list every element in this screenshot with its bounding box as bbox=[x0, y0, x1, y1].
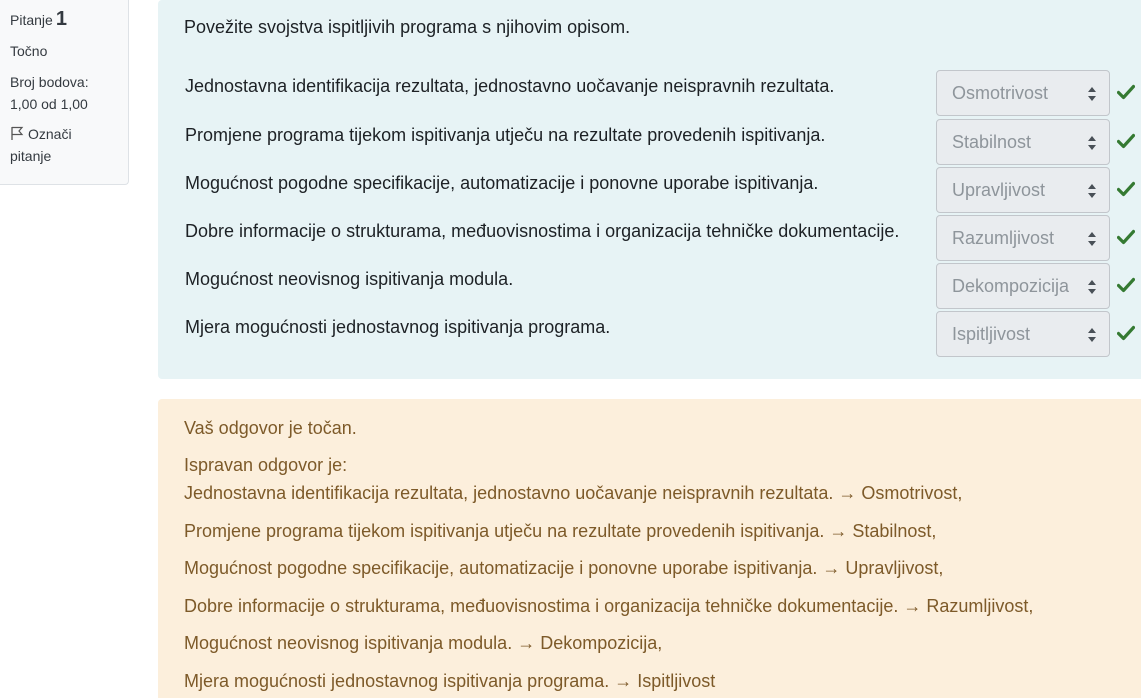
question-formulation bbox=[158, 0, 1141, 379]
selected-answer: Stabilnost bbox=[952, 132, 1032, 152]
question-outcome bbox=[158, 399, 1141, 698]
match-stem: Mjera mogućnosti jednostavnog ispitivanja programa. bbox=[185, 317, 611, 337]
question-text: Povežite svojstva ispitljivih programa s njihovim opisom. bbox=[184, 17, 631, 37]
question-grade bbox=[10, 71, 118, 115]
check-icon bbox=[1117, 325, 1135, 341]
right-answer-line: Jednostavna identifikacija rezultata, jednostavno uočavanje neispravnih rezultata. → Osmotrivost, bbox=[184, 483, 963, 503]
selected-answer: Osmotrivost bbox=[952, 83, 1049, 103]
answer-select[interactable] bbox=[936, 167, 1110, 213]
right-answer-line: Mjera mogućnosti jednostavnog ispitivanja programa. → Ispitljivost bbox=[184, 671, 716, 691]
select-arrows-icon bbox=[1087, 230, 1097, 248]
match-row bbox=[158, 167, 1141, 213]
grade-label: Broj bodova: bbox=[10, 74, 89, 90]
right-answer-line: Mogućnost pogodne specifikacije, automatizacije i ponovne uporabe ispitivanja. → Upravljivost, bbox=[184, 558, 944, 578]
check-icon bbox=[1117, 229, 1135, 245]
match-row bbox=[158, 215, 1141, 261]
flag-icon bbox=[10, 126, 24, 141]
selected-answer: Razumljivost bbox=[952, 228, 1055, 248]
match-stem: Mogućnost neovisnog ispitivanja modula. bbox=[185, 269, 514, 289]
flag-question-link[interactable] bbox=[10, 123, 118, 167]
selected-answer: Ispitljivost bbox=[952, 324, 1031, 344]
question-info-panel bbox=[0, 0, 129, 185]
select-arrows-icon bbox=[1087, 278, 1097, 296]
select-arrows-icon bbox=[1087, 85, 1097, 103]
select-arrows-icon bbox=[1087, 134, 1097, 152]
match-stem: Mogućnost pogodne specifikacije, automatizacije i ponovne uporabe ispitivanja. bbox=[185, 173, 819, 193]
answer-select[interactable] bbox=[936, 215, 1110, 261]
question-state: Točno bbox=[10, 43, 48, 59]
match-stem: Promjene programa tijekom ispitivanja utječu na rezultate provedenih ispitivanja. bbox=[185, 125, 826, 145]
flag-label-1[interactable]: Označi bbox=[28, 126, 72, 142]
selected-answer: Dekompozicija bbox=[952, 276, 1070, 296]
answer-select[interactable] bbox=[936, 119, 1110, 165]
select-arrows-icon bbox=[1087, 326, 1097, 344]
match-row bbox=[158, 263, 1141, 309]
flag-label-2[interactable]: pitanje bbox=[10, 148, 52, 164]
match-stem: Dobre informacije o strukturama, međuovisnostima i organizacija tehničke dokumentacije. bbox=[185, 221, 900, 241]
right-answer-line: Dobre informacije o strukturama, međuovisnostima i organizacija tehničke dokumentacije. → Razumljivost, bbox=[184, 596, 1034, 616]
check-icon bbox=[1117, 181, 1135, 197]
question-number: 1 bbox=[55, 8, 67, 30]
general-feedback: Vaš odgovor je točan. bbox=[184, 418, 357, 438]
match-row bbox=[158, 70, 1141, 116]
check-icon bbox=[1117, 84, 1135, 100]
grade-value: 1,00 od 1,00 bbox=[10, 96, 88, 112]
right-answer-line: Mogućnost neovisnog ispitivanja modula. → Dekompozicija, bbox=[184, 633, 663, 653]
select-arrows-icon bbox=[1087, 182, 1097, 200]
question-label: Pitanje bbox=[10, 12, 53, 28]
answer-select[interactable] bbox=[936, 311, 1110, 357]
answer-select[interactable] bbox=[936, 263, 1110, 309]
answer-select[interactable] bbox=[936, 70, 1110, 116]
check-icon bbox=[1117, 133, 1135, 149]
match-row bbox=[158, 311, 1141, 357]
question-number-heading bbox=[10, 8, 118, 31]
right-answer-line: Promjene programa tijekom ispitivanja utječu na rezultate provedenih ispitivanja. → Stabilnost, bbox=[184, 521, 937, 541]
selected-answer: Upravljivost bbox=[952, 180, 1046, 200]
match-stem: Jednostavna identifikacija rezultata, jednostavno uočavanje neispravnih rezultata. bbox=[185, 76, 835, 96]
match-row bbox=[158, 119, 1141, 165]
check-icon bbox=[1117, 277, 1135, 293]
right-answer-label: Ispravan odgovor je: bbox=[184, 455, 348, 475]
